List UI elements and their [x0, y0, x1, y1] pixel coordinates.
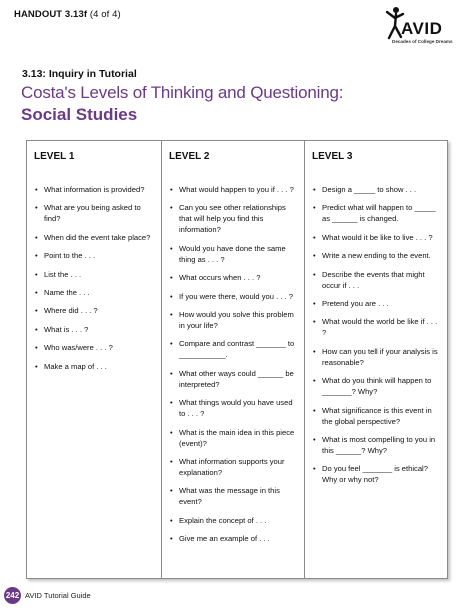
list-item: • What occurs when . . . ?	[169, 272, 298, 283]
level-2-list	[169, 184, 298, 544]
level-1-heading: LEVEL 1	[34, 151, 75, 162]
list-item: • What would happen to you if . . . ?	[169, 184, 298, 195]
list-item: • Write a new ending to the event.	[312, 250, 441, 261]
list-item: • What things would you have used to . . . ?	[169, 397, 298, 419]
list-item: • Where did . . . ?	[34, 305, 155, 316]
level-2-heading: LEVEL 2	[169, 151, 210, 162]
list-item: • What would it be like to live . . . ?	[312, 232, 441, 243]
list-item: • How would you solve this problem in your life?	[169, 309, 298, 331]
list-item: • Can you see other relationships that will help you find this information?	[169, 202, 298, 235]
list-item: • What information is provided?	[34, 184, 155, 195]
list-item: • What is the main idea in this piece (event)?	[169, 427, 298, 449]
list-item: • Who was/were . . . ?	[34, 342, 155, 353]
level-1-column	[27, 141, 162, 578]
list-item: • Explain the concept of . . .	[169, 515, 298, 526]
list-item: • What was the message in this event?	[169, 485, 298, 507]
level-1-list	[34, 184, 155, 372]
list-item: • When did the event take place?	[34, 232, 155, 243]
handout-pages: (4 of 4)	[89, 9, 121, 20]
list-item: • What significance is this event in the global perspective?	[312, 405, 441, 427]
logo-wordmark: AVID	[401, 19, 443, 38]
list-item: • List the . . .	[34, 269, 155, 280]
list-item: • Would you have done the same thing as . . . ?	[169, 243, 298, 265]
logo-tagline: Decades of College Dreams	[392, 39, 453, 44]
list-item: • Do you feel _______ is ethical? Why or why not?	[312, 463, 441, 485]
list-item: • If you were there, would you . . . ?	[169, 291, 298, 302]
list-item: • What are you being asked to find?	[34, 202, 155, 224]
page-subtitle: Social Studies	[21, 105, 138, 124]
level-3-list	[312, 184, 441, 485]
level-3-heading: LEVEL 3	[312, 151, 353, 162]
list-item: • What information supports your explanation?	[169, 456, 298, 478]
list-item: • Design a _____ to show . . .	[312, 184, 441, 195]
list-item: • Make a map of . . .	[34, 361, 155, 372]
list-item: • Predict what will happen to _____ as ______ is changed.	[312, 202, 441, 224]
list-item: • Pretend you are . . .	[312, 298, 441, 309]
page-number-badge: 242	[4, 587, 21, 604]
handout-label	[14, 9, 121, 20]
section-kicker: 3.13: Inquiry in Tutorial	[22, 68, 137, 80]
guide-label: AVID Tutorial Guide	[25, 591, 91, 600]
level-2-column	[162, 141, 305, 578]
page-title: Costa's Levels of Thinking and Questioning:	[21, 83, 344, 102]
handout-number: HANDOUT 3.13f	[14, 9, 88, 20]
list-item: • Give me an example of . . .	[169, 533, 298, 544]
list-item: • How can you tell if your analysis is reasonable?	[312, 346, 441, 368]
avid-logo	[384, 6, 454, 50]
list-item: • Describe the events that might occur if . . .	[312, 269, 441, 291]
list-item: • What is . . . ?	[34, 324, 155, 335]
list-item: • Compare and contrast _______ to ___________.	[169, 338, 298, 360]
levels-table	[26, 140, 448, 579]
list-item: • What other ways could ______ be interpreted?	[169, 368, 298, 390]
list-item: • What would the world be like if . . . ?	[312, 316, 441, 338]
list-item: • What is most compelling to you in this ______? Why?	[312, 434, 441, 456]
list-item: • What do you think will happen to _______? Why?	[312, 375, 441, 397]
level-3-column	[305, 141, 447, 578]
list-item: • Point to the . . .	[34, 250, 155, 261]
list-item: • Name the . . .	[34, 287, 155, 298]
